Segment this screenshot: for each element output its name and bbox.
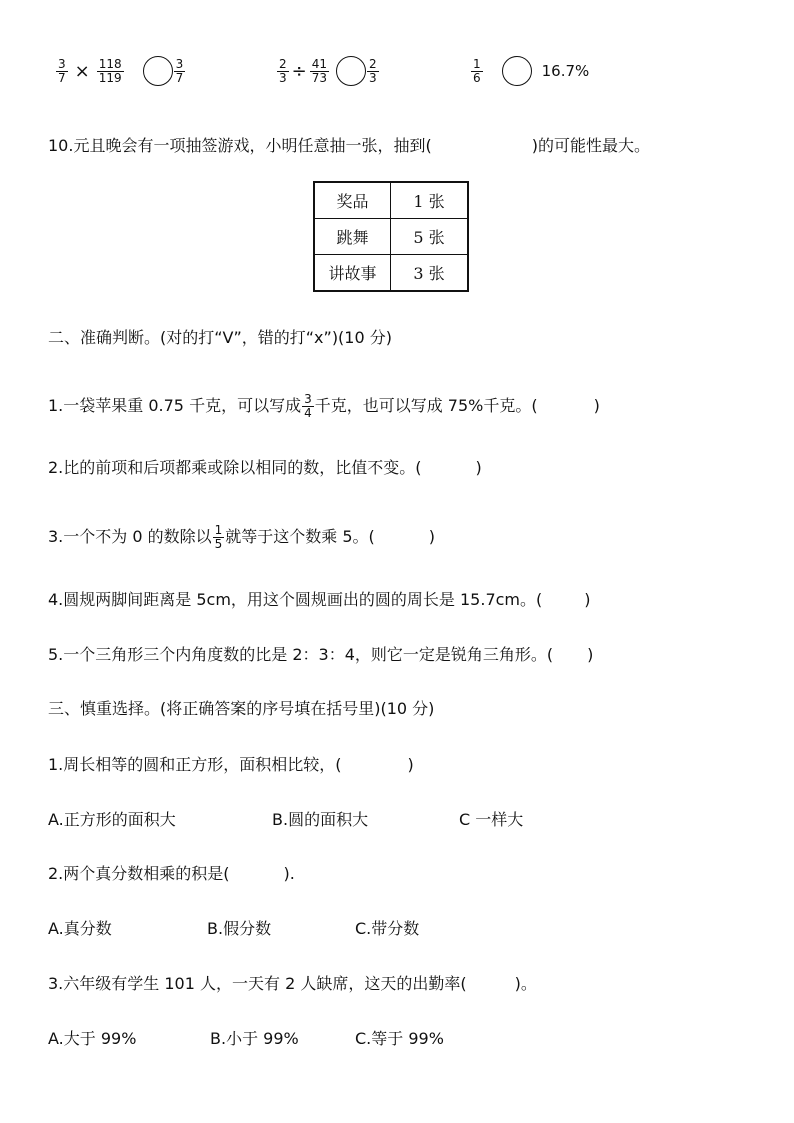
fraction: $\frac{2}{3}$ <box>369 56 377 85</box>
judge-question-1: 1.一袋苹果重 0.75 千克，可以写成 $\frac{3}{4}$ 千克，也可以写成 75%千克。( ) <box>48 392 600 420</box>
option-c[interactable]: C.等于 99% <box>355 1029 444 1048</box>
option-c[interactable]: C 一样大 <box>459 810 524 829</box>
choice-question-3: 3.六年级有学生 101 人，一天有 2 人缺席，这天的出勤率( )。 <box>48 974 537 993</box>
fraction: $\frac{3}{4}$ <box>304 392 312 420</box>
answer-circle[interactable] <box>502 56 532 86</box>
question-10: 10.元且晚会有一项抽签游戏，小明任意抽一张，抽到( )的可能性最大。 <box>48 136 650 155</box>
judge-question-5: 5.一个三角形三个内角度数的比是 2：3：4，则它一定是锐角三角形。( ) <box>48 645 594 664</box>
option-b[interactable]: B.小于 99% <box>210 1029 299 1048</box>
fraction: $\frac{3}{7}$ <box>58 56 66 85</box>
judge-question-3: 3.一个不为 0 的数除以 $\frac{1}{5}$ 就等于这个数乘 5。( ) <box>48 523 436 551</box>
judge-question-2: 2.比的前项和后项都乘或除以相同的数，比值不变。( ) <box>48 458 482 477</box>
table-cell: 3 张 <box>391 255 469 292</box>
comparison-3 <box>470 56 589 86</box>
prize-table <box>313 181 469 292</box>
table-cell: 奖品 <box>314 182 391 219</box>
answer-circle[interactable] <box>336 56 366 86</box>
option-b[interactable]: B.假分数 <box>207 919 272 938</box>
fraction: $\frac{3}{7}$ <box>175 56 184 85</box>
fraction: $\frac{1}{6}$ <box>473 56 481 85</box>
table-cell: 1 张 <box>391 182 469 219</box>
table-row <box>314 255 468 292</box>
option-a[interactable]: A.正方形的面积大 <box>48 810 176 829</box>
fraction: $\frac{2}{3}$ <box>279 56 287 85</box>
fraction: $\frac{1}{5}$ <box>214 523 223 551</box>
judge-question-4: 4.圆规两脚间距离是 5cm，用这个圆规画出的圆的周长是 15.7cm。( ) <box>48 590 591 609</box>
section-3-title: 三、慎重选择。(将正确答案的序号填在括号里)(10 分) <box>48 699 435 718</box>
fraction: $\frac{118}{119}$ <box>98 56 122 85</box>
choice-question-2: 2.两个真分数相乘的积是( ). <box>48 864 295 883</box>
comparison-1 <box>55 56 186 86</box>
section-2-title: 二、准确判断。(对的打“V”，错的打“x”)(10 分) <box>48 328 392 347</box>
table-cell: 讲故事 <box>314 255 391 292</box>
operator: ÷ <box>291 60 307 82</box>
percent-value: 16.7% <box>541 62 590 80</box>
answer-circle[interactable] <box>143 56 173 86</box>
choice-question-1: 1.周长相等的圆和正方形，面积相比较，( ) <box>48 755 414 774</box>
table-cell: 5 张 <box>391 219 469 255</box>
table-cell: 跳舞 <box>314 219 391 255</box>
option-a[interactable]: A.大于 99% <box>48 1029 137 1048</box>
operator: × <box>74 60 90 82</box>
table-row <box>314 219 468 255</box>
comparison-2 <box>276 56 380 86</box>
option-c[interactable]: C.带分数 <box>355 919 420 938</box>
option-b[interactable]: B.圆的面积大 <box>272 810 369 829</box>
fraction: $\frac{41}{73}$ <box>311 56 328 85</box>
table-row <box>314 182 468 219</box>
option-a[interactable]: A.真分数 <box>48 919 112 938</box>
